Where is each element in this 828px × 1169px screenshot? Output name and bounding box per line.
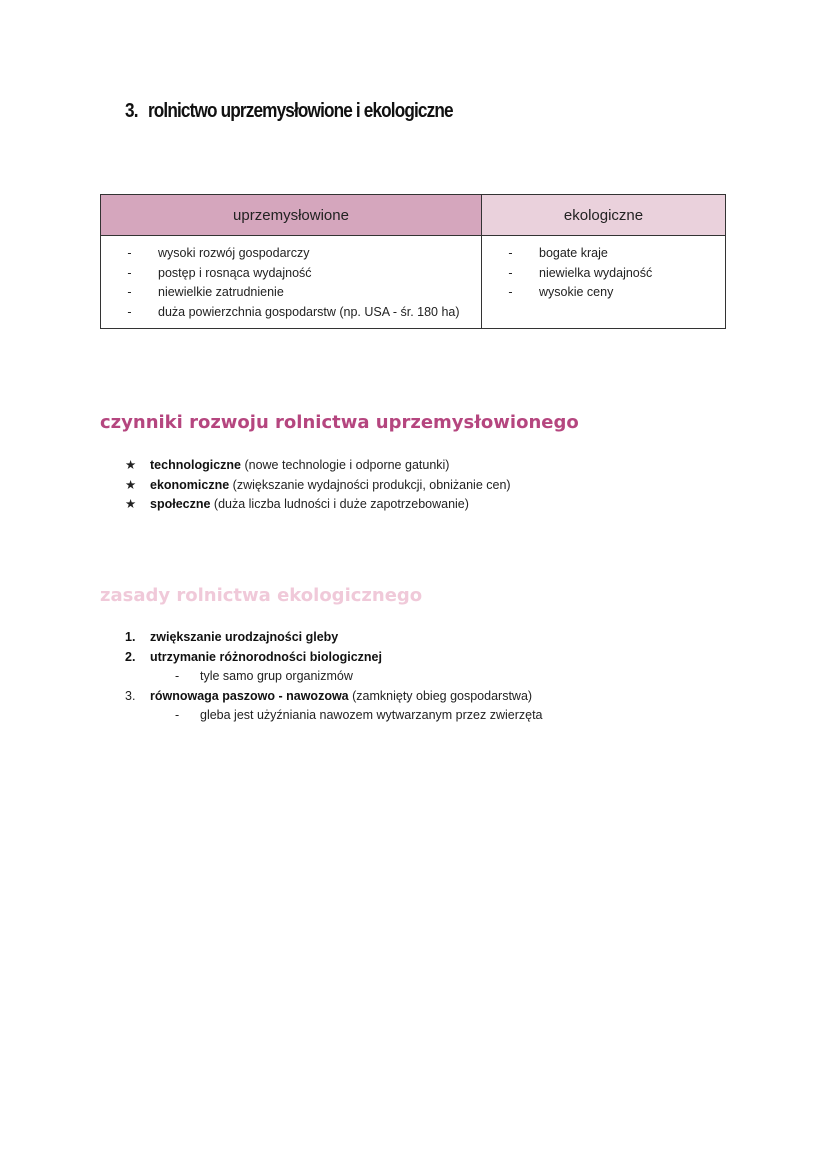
industrial-cell xyxy=(101,236,482,329)
comparison-table xyxy=(100,194,726,329)
list-item: - wysoki rozwój gospodarczy xyxy=(127,246,310,260)
principles-list xyxy=(125,628,543,726)
list-item: - niewielkie zatrudnienie xyxy=(127,285,284,299)
star-icon: ★ xyxy=(125,458,137,472)
principles-heading: zasady rolnictwa ekologicznego xyxy=(100,585,423,606)
section-title: 3. rolnictwo uprzemysłowione i ekologiczne xyxy=(125,100,453,122)
header-industrial: uprzemysłowione xyxy=(101,195,482,236)
list-item: ★ technologiczne (nowe technologie i odporne gatunki) xyxy=(125,456,511,476)
list-item: - duża powierzchnia gospodarstw (np. USA - śr. 180 ha) xyxy=(127,304,460,319)
star-icon: ★ xyxy=(125,477,137,492)
list-item: ★ społeczne (duża liczba ludności i duże zapotrzebowanie) xyxy=(125,495,511,515)
list-item: 2. utrzymanie różnorodności biologicznej xyxy=(125,649,382,664)
list-item: - wysokie ceny xyxy=(508,285,614,299)
ecological-cell xyxy=(482,236,726,329)
factors-heading: czynniki rozwoju rolnictwa uprzemysłowionego xyxy=(100,412,579,433)
star-icon: ★ xyxy=(125,497,137,511)
sub-list-item: - tyle samo grup organizmów xyxy=(175,669,353,683)
list-item: ★ ekonomiczne (zwiększanie wydajności produkcji, obniżanie cen) xyxy=(125,476,511,496)
list-item: - niewielka wydajność xyxy=(508,265,653,280)
list-item: 1. zwiększanie urodzajności gleby xyxy=(125,630,339,644)
list-item: - bogate kraje xyxy=(508,246,608,260)
list-item: 3. równowaga paszowo - nawozowa (zamknięty obieg gospodarstwa) xyxy=(125,688,533,703)
list-item: - postęp i rosnąca wydajność xyxy=(127,265,312,280)
sub-list-item: - gleba jest użyźniania nawozem wytwarzanym przez zwierzęta xyxy=(175,708,543,722)
factors-list xyxy=(125,456,511,515)
header-ecological: ekologiczne xyxy=(482,195,726,236)
